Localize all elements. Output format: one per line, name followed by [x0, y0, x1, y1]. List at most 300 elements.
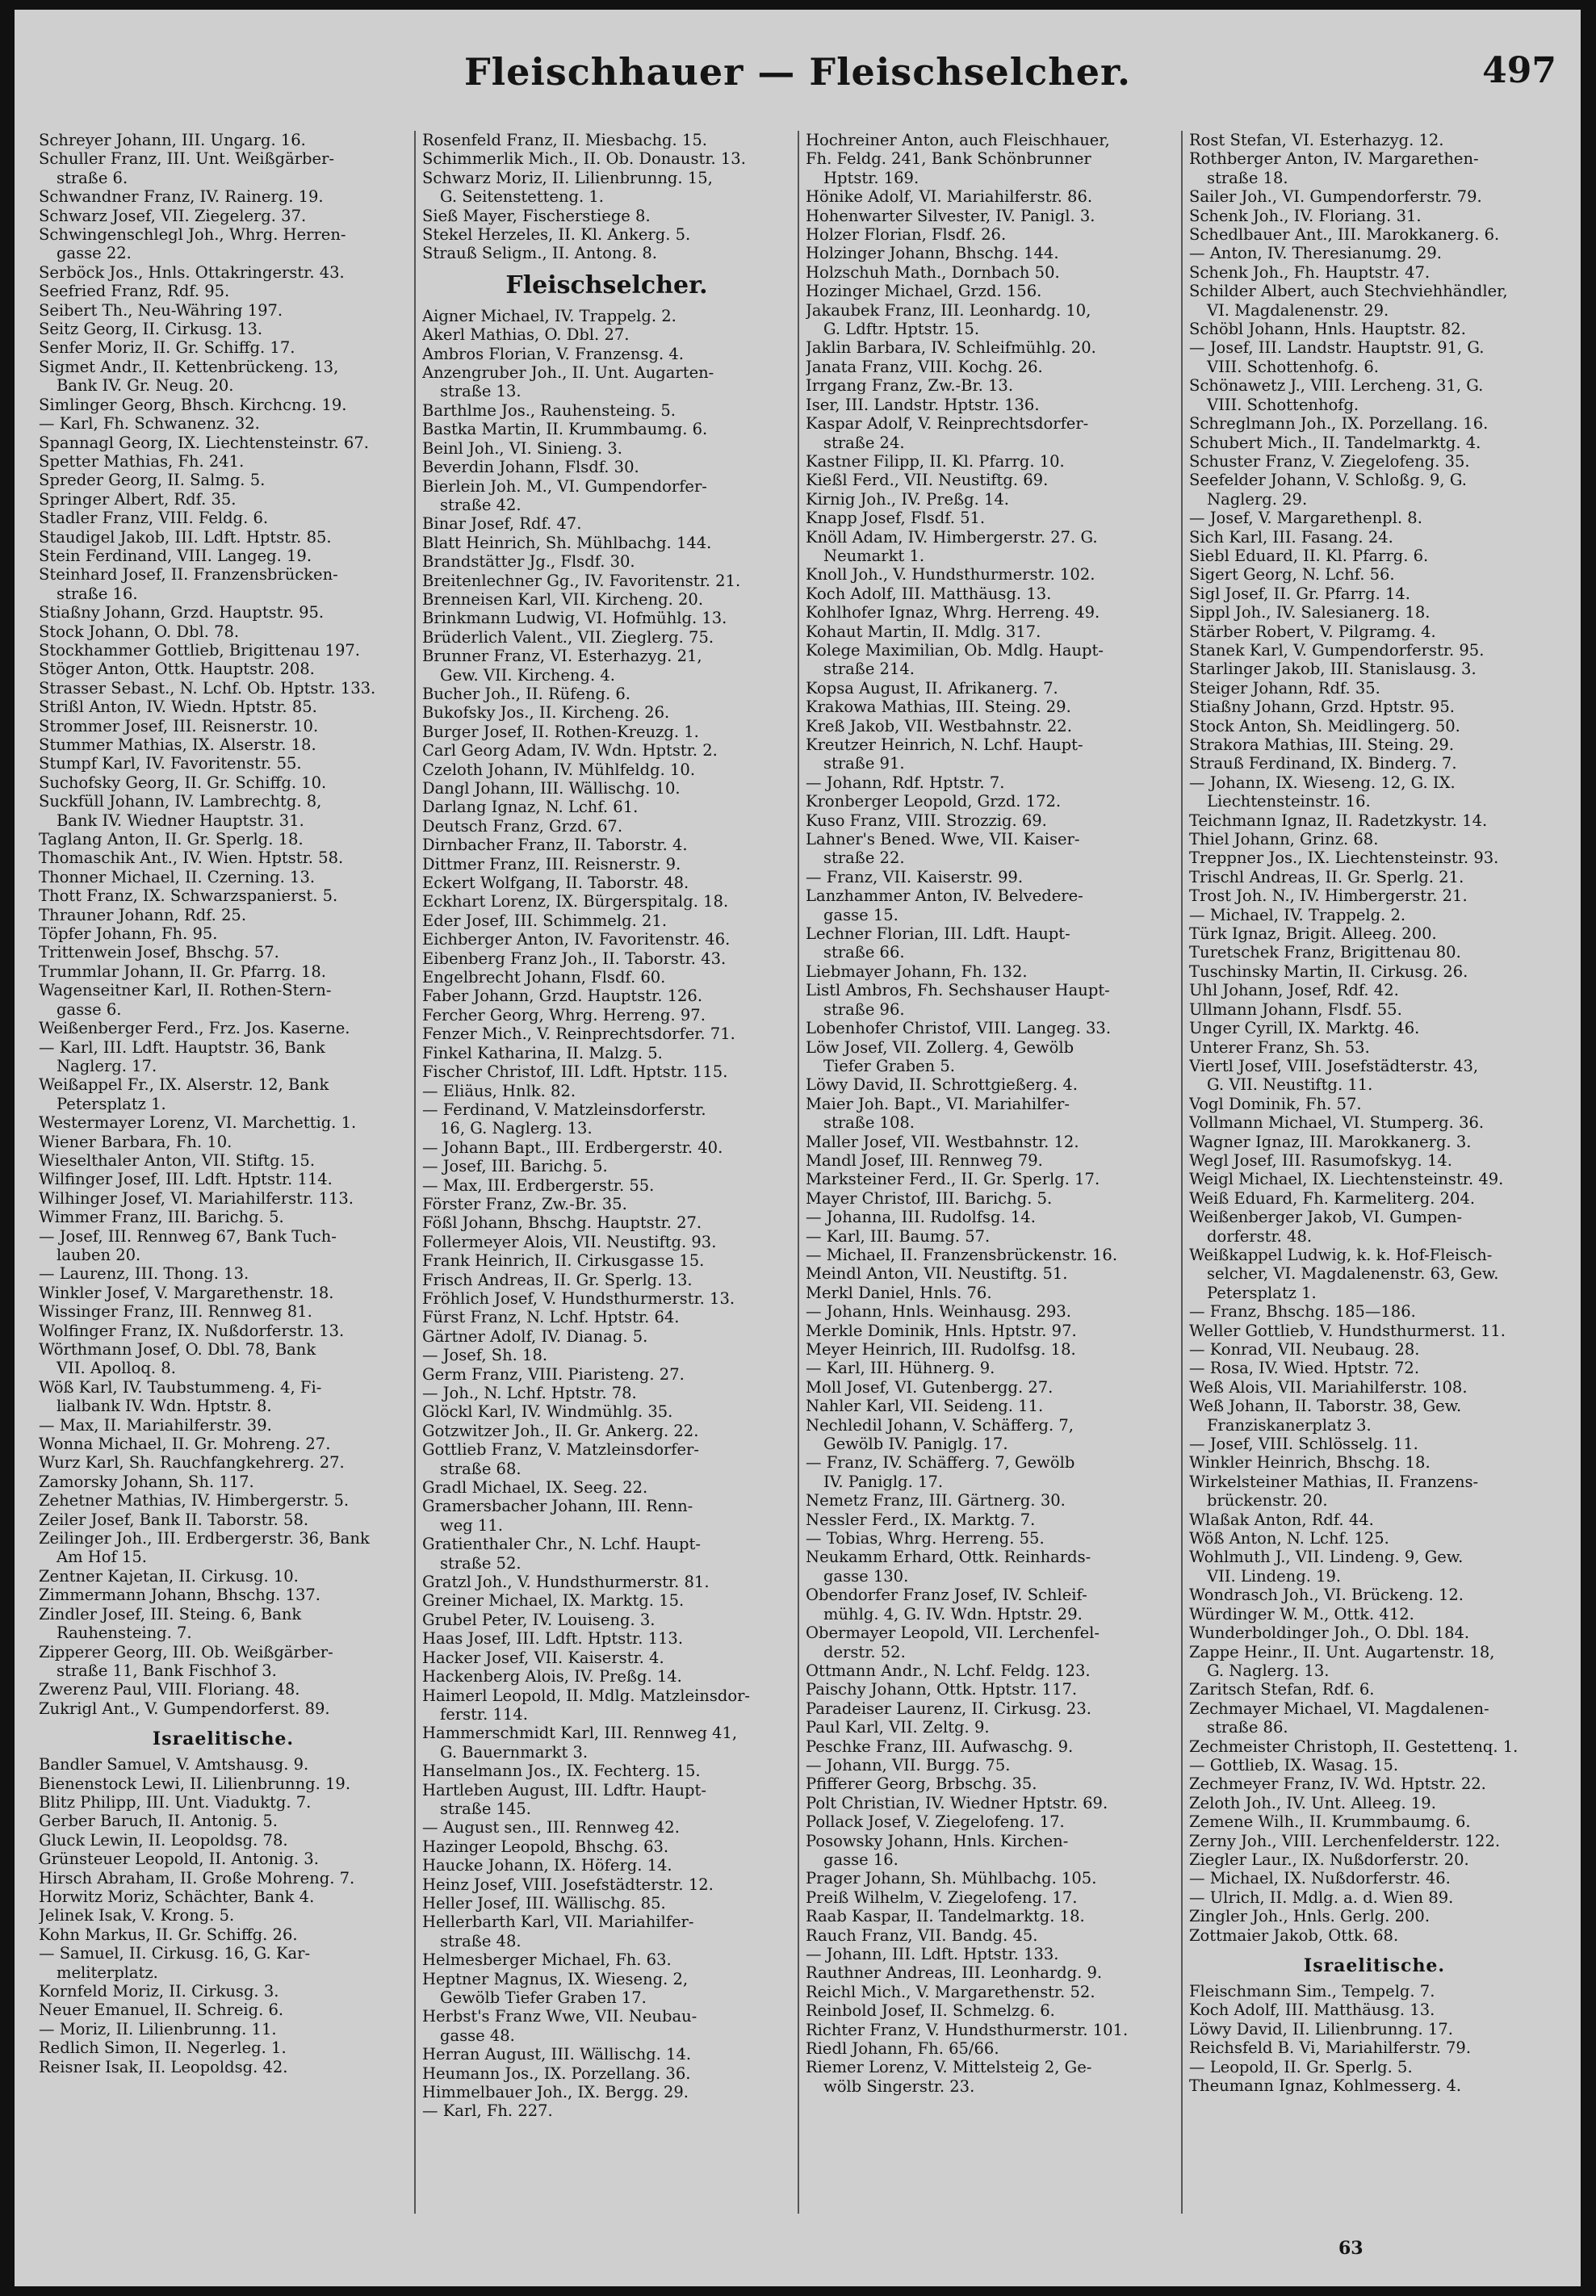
directory-entry: Zamorsky Johann, Sh. 117.	[39, 1472, 254, 1491]
directory-entry: Kastner Filipp, II. Kl. Pfarrg. 10.	[806, 451, 1065, 471]
directory-entry: Stock Anton, Sh. Meidlingerg. 50.	[1189, 716, 1460, 735]
directory-entry: Schimmerlik Mich., II. Ob. Donaustr. 13.	[422, 149, 746, 169]
directory-entry: Meindl Anton, VII. Neustiftg. 51.	[806, 1264, 1068, 1284]
directory-entry: Bucher Joh., II. Rüfeng. 6.	[422, 684, 630, 703]
directory-entry: Würdinger W. M., Ottk. 412.	[1189, 1604, 1414, 1624]
directory-entry: Gratienthaler Chr., N. Lchf. Haupt-	[422, 1535, 701, 1554]
entry-continuation: gasse 48.	[440, 2026, 515, 2045]
directory-entry: Strißl Anton, IV. Wiedn. Hptstr. 85.	[39, 698, 317, 717]
directory-entry: Redlich Simon, II. Negerleg. 1.	[39, 2038, 287, 2058]
directory-entry: Schilder Albert, auch Stechviehhändler,	[1189, 282, 1508, 301]
directory-entry: — Johann, Rdf. Hptstr. 7.	[806, 773, 1005, 792]
directory-entry: Rauthner Andreas, III. Leonhardg. 9.	[806, 1963, 1103, 1983]
directory-entry: Stanek Karl, V. Gumpendorferstr. 95.	[1189, 640, 1485, 660]
directory-entry: Bandler Samuel, V. Amtshausg. 9.	[39, 1755, 309, 1774]
directory-entry: Kohaut Martin, II. Mdlg. 317.	[806, 622, 1041, 641]
directory-entry: Kronberger Leopold, Grzd. 172.	[806, 792, 1062, 811]
entry-continuation: G. Bauernmarkt 3.	[440, 1742, 589, 1762]
directory-entry: Heptner Magnus, IX. Wieseng. 2,	[422, 1969, 689, 1988]
directory-entry: Trischl Andreas, II. Gr. Sperlg. 21.	[1189, 867, 1464, 886]
directory-entry: Teichmann Ignaz, II. Radetzkystr. 14.	[1189, 811, 1488, 830]
directory-entry: Haucke Johann, IX. Höferg. 14.	[422, 1856, 672, 1875]
directory-entry: Kornfeld Moriz, II. Cirkusg. 3.	[39, 1982, 279, 2001]
directory-entry: — Josef, III. Barichg. 5.	[422, 1157, 608, 1176]
directory-entry: Wieselthaler Anton, VII. Stiftg. 15.	[39, 1150, 316, 1170]
entry-continuation: Am Hof 15.	[57, 1548, 147, 1567]
directory-entry: Eckert Wolfgang, II. Taborstr. 48.	[422, 874, 689, 893]
directory-entry: Liebmayer Johann, Fh. 132.	[806, 962, 1028, 981]
directory-entry: Hacker Josef, VII. Kaiserstr. 4.	[422, 1648, 664, 1667]
entry-continuation: G. Seitenstetteng. 1.	[440, 187, 604, 207]
directory-entry: — August sen., III. Rennweg 42.	[422, 1818, 680, 1837]
signature-mark: 63	[1338, 2238, 1364, 2259]
directory-entry: Stiaßny Johann, Grzd. Hptstr. 95.	[1189, 698, 1455, 717]
directory-entry: Bienenstock Lewi, II. Lilienbrunng. 19.	[39, 1774, 351, 1793]
directory-entry: Dangl Johann, III. Wällischg. 10.	[422, 779, 681, 798]
entry-continuation: Petersplatz 1.	[57, 1094, 166, 1113]
directory-entry: Zottmaier Jakob, Ottk. 68.	[1189, 1925, 1399, 1945]
directory-entry: Strauß Seligm., II. Antong. 8.	[422, 244, 657, 263]
directory-entry: — Joh., N. Lchf. Hptstr. 78.	[422, 1384, 637, 1402]
directory-entry: Weißenberger Jakob, VI. Gumpen-	[1189, 1208, 1463, 1227]
directory-entry: Uhl Johann, Josef, Rdf. 42.	[1189, 981, 1399, 1000]
directory-entry: Stock Johann, O. Dbl. 78.	[39, 622, 240, 641]
directory-entry: Holzinger Johann, Bhschg. 144.	[806, 244, 1059, 263]
directory-entry: Schubert Mich., II. Tandelmarktg. 4.	[1189, 433, 1481, 452]
directory-entry: — Josef, III. Landstr. Hauptstr. 91, G.	[1189, 338, 1485, 358]
entry-continuation: straße 66.	[823, 943, 905, 962]
directory-entry: Strasser Sebast., N. Lchf. Ob. Hptstr. 133.	[39, 678, 376, 698]
entry-continuation: gasse 15.	[823, 905, 899, 924]
directory-entry: Strakora Mathias, III. Steing. 29.	[1189, 735, 1455, 754]
entry-continuation: VIII. Schottenhofg. 6.	[1207, 357, 1379, 376]
directory-entry: Sigmet Andr., II. Kettenbrückeng. 13,	[39, 357, 339, 376]
directory-entry: — Johann, Hnls. Weinhausg. 293.	[806, 1302, 1071, 1322]
directory-entry: Suchofsky Georg, II. Gr. Schiffg. 10.	[39, 773, 327, 792]
directory-entry: Stekel Herzeles, II. Kl. Ankerg. 5.	[422, 225, 691, 245]
directory-entry: — Ferdinand, V. Matzleinsdorferstr.	[422, 1100, 706, 1119]
directory-entry: Marksteiner Ferd., II. Gr. Sperlg. 17.	[806, 1170, 1100, 1189]
directory-entry: Weller Gottlieb, V. Hundsthurmerst. 11.	[1189, 1321, 1506, 1340]
directory-entry: — Karl, III. Baumg. 57.	[806, 1226, 991, 1246]
directory-entry: Spetter Mathias, Fh. 241.	[39, 451, 245, 471]
directory-entry: Heinz Josef, VIII. Josefstädterstr. 12.	[422, 1875, 714, 1894]
directory-entry: Herran August, III. Wällischg. 14.	[422, 2045, 692, 2064]
directory-entry: Zechmeister Christoph, II. Gestettenq. 1.	[1189, 1737, 1519, 1756]
entry-continuation: Gew. VII. Kircheng. 4.	[440, 665, 615, 685]
directory-entry: Wonna Michael, II. Gr. Mohreng. 27.	[39, 1435, 331, 1454]
directory-entry: Anzengruber Joh., II. Unt. Augarten-	[422, 363, 714, 383]
directory-entry: Weigl Michael, IX. Liechtensteinstr. 49.	[1189, 1170, 1504, 1189]
directory-entry: — Tobias, Whrg. Herreng. 55.	[806, 1529, 1045, 1548]
entry-continuation: Naglerg. 29.	[1207, 489, 1308, 509]
directory-entry: Zingler Joh., Hnls. Gerlg. 200.	[1189, 1907, 1431, 1926]
entry-continuation: mühlg. 4, G. IV. Wdn. Hptstr. 29.	[823, 1604, 1083, 1624]
directory-entry: Deutsch Franz, Grzd. 67.	[422, 816, 623, 836]
entry-continuation: lialbank IV. Wdn. Hptstr. 8.	[57, 1397, 272, 1416]
directory-entry: Knoll Joh., V. Hundsthurmerstr. 102.	[806, 565, 1095, 584]
directory-entry: Kopsa August, II. Afrikanerg. 7.	[806, 678, 1058, 698]
entry-continuation: straße 52.	[440, 1553, 522, 1573]
entry-continuation: straße 11, Bank Fischhof 3.	[57, 1661, 277, 1680]
directory-entry: Brenneisen Karl, VII. Kircheng. 20.	[422, 589, 704, 609]
directory-entry: Meyer Heinrich, III. Rudolfsg. 18.	[806, 1340, 1076, 1359]
directory-entry: Fleischmann Sim., Tempelg. 7.	[1189, 1982, 1435, 2001]
entry-continuation: straße 6.	[57, 168, 128, 187]
directory-entry: Sich Karl, III. Fasang. 24.	[1189, 527, 1393, 547]
entry-continuation: Rauhensteing. 7.	[57, 1624, 192, 1643]
directory-entry: Weißenberger Ferd., Frz. Jos. Kaserne.	[39, 1019, 350, 1038]
entry-continuation: straße 16.	[57, 584, 138, 603]
directory-entry: Nemetz Franz, III. Gärtnerg. 30.	[806, 1491, 1066, 1510]
entry-continuation: dorferstr. 48.	[1207, 1226, 1313, 1246]
directory-entry: Schwingenschlegl Joh., Whrg. Herren-	[39, 225, 346, 245]
directory-entry: Stockhammer Gottlieb, Brigittenau 197.	[39, 640, 360, 660]
directory-entry: Kießl Ferd., VII. Neustiftg. 69.	[806, 471, 1049, 490]
directory-entry: Listl Ambros, Fh. Sechshauser Haupt-	[806, 981, 1110, 1000]
directory-entry: — Leopold, II. Gr. Sperlg. 5.	[1189, 2057, 1413, 2076]
directory-entry: Stärber Robert, V. Pilgramg. 4.	[1189, 622, 1436, 641]
directory-entry: Reichsfeld B. Vi, Mariahilferstr. 79.	[1189, 2038, 1472, 2058]
directory-entry: — Franz, VII. Kaiserstr. 99.	[806, 867, 1024, 886]
column-1	[32, 131, 416, 2214]
directory-entry: Finkel Katharina, II. Malzg. 5.	[422, 1043, 663, 1062]
directory-entry: — Johann Bapt., III. Erdbergerstr. 40.	[422, 1138, 723, 1157]
directory-entry: Hönike Adolf, VI. Mariahilferstr. 86.	[806, 187, 1093, 207]
directory-entry: Wurz Karl, Sh. Rauchfangkehrerg. 27.	[39, 1453, 345, 1473]
directory-entry: Wilfinger Josef, III. Ldft. Hptstr. 114.	[39, 1170, 333, 1189]
directory-entry: Stöger Anton, Ottk. Hauptstr. 208.	[39, 660, 315, 679]
directory-entry: Rothberger Anton, IV. Margarethen-	[1189, 149, 1479, 169]
directory-entry: Ziegler Laur., IX. Nußdorferstr. 20.	[1189, 1850, 1469, 1869]
directory-entry: Bastka Martin, II. Krummbaumg. 6.	[422, 420, 708, 439]
directory-entry: — Anton, IV. Theresianumg. 29.	[1189, 244, 1442, 263]
directory-entry: — Josef, III. Rennweg 67, Bank Tuch-	[39, 1226, 337, 1246]
directory-entry: Merkle Dominik, Hnls. Hptstr. 97.	[806, 1321, 1077, 1340]
directory-entry: Breitenlechner Gg., IV. Favoritenstr. 21.	[422, 571, 741, 590]
entry-continuation: gasse 22.	[57, 244, 132, 263]
directory-entry: Carl Georg Adam, IV. Wdn. Hptstr. 2.	[422, 741, 718, 760]
directory-entry: Wagenseitner Karl, II. Rothen-Stern-	[39, 981, 332, 1000]
directory-entry: Blatt Heinrich, Sh. Mühlbachg. 144.	[422, 533, 712, 552]
directory-entry: Holzer Florian, Flsdf. 26.	[806, 225, 1007, 245]
directory-entry: Riemer Lorenz, V. Mittelsteig 2, Ge-	[806, 2058, 1092, 2077]
directory-entry: Weißappel Fr., IX. Alserstr. 12, Bank	[39, 1075, 329, 1095]
entry-continuation: straße 108.	[823, 1113, 915, 1133]
directory-entry: Polt Christian, IV. Wiedner Hptstr. 69.	[806, 1793, 1108, 1812]
entry-continuation: 16, G. Naglerg. 13.	[440, 1119, 593, 1138]
directory-entry: Rauch Franz, VII. Bandg. 45.	[806, 1925, 1038, 1945]
directory-entry: Förster Franz, Zw.-Br. 35.	[422, 1194, 627, 1213]
directory-entry: Stadler Franz, VIII. Feldg. 6.	[39, 509, 269, 528]
entry-continuation: IV. Paniglg. 17.	[823, 1472, 944, 1491]
directory-entry: Holzschuh Math., Dornbach 50.	[806, 262, 1060, 282]
entry-continuation: Liechtensteinstr. 16.	[1207, 792, 1371, 811]
directory-entry: — Josef, VIII. Schlösselg. 11.	[1189, 1435, 1418, 1454]
directory-entry: Trittenwein Josef, Bhschg. 57.	[39, 943, 279, 962]
directory-entry: Steiger Johann, Rdf. 35.	[1189, 678, 1380, 698]
directory-entry: Suckfüll Johann, IV. Lambrechtg. 8,	[39, 792, 322, 811]
directory-entry: Simlinger Georg, Bhsch. Kirchcng. 19.	[39, 395, 347, 414]
directory-entry: Nechledil Johann, V. Schäfferg. 7,	[806, 1415, 1074, 1435]
directory-entry: Thiel Johann, Grinz. 68.	[1189, 830, 1379, 849]
entry-continuation: selcher, VI. Magdalenenstr. 63, Gew.	[1207, 1264, 1499, 1284]
directory-entry: Reinbold Josef, II. Schmelzg. 6.	[806, 2001, 1055, 2021]
directory-entry: Hozinger Michael, Grzd. 156.	[806, 282, 1042, 301]
directory-entry: — Konrad, VII. Neubaug. 28.	[1189, 1340, 1420, 1359]
directory-entry: Zerny Joh., VIII. Lerchenfelderstr. 122.	[1189, 1831, 1501, 1850]
directory-entry: Peschke Franz, III. Aufwaschg. 9.	[806, 1737, 1074, 1756]
directory-entry: Zentner Kajetan, II. Cirkusg. 10.	[39, 1566, 299, 1586]
directory-entry: Nahler Karl, VII. Seideng. 11.	[806, 1397, 1044, 1416]
directory-entry: Wörthmann Josef, O. Dbl. 78, Bank	[39, 1340, 316, 1359]
directory-page	[15, 10, 1581, 2286]
entry-continuation: straße 145.	[440, 1799, 531, 1818]
entry-continuation: brückenstr. 20.	[1207, 1491, 1328, 1510]
directory-entry: Wöß Anton, N. Lchf. 125.	[1189, 1529, 1389, 1548]
directory-entry: Greiner Michael, IX. Marktg. 15.	[422, 1591, 685, 1611]
entry-continuation: VII. Apolloq. 8.	[57, 1359, 176, 1378]
entry-continuation: VI. Magdalenenstr. 29.	[1207, 300, 1389, 320]
directory-entry: — Johann, IX. Wieseng. 12, G. IX.	[1189, 773, 1456, 792]
subsection-heading: Israelitische.	[1303, 1955, 1446, 1976]
directory-entry: Fößl Johann, Bhschg. Hauptstr. 27.	[422, 1213, 702, 1233]
directory-entry: Wirkelsteiner Mathias, II. Franzens-	[1189, 1472, 1479, 1491]
directory-entry: — Josef, Sh. 18.	[422, 1346, 548, 1365]
directory-entry: Raab Kaspar, II. Tandelmarktg. 18.	[806, 1907, 1085, 1926]
directory-entry: Faber Johann, Grzd. Hauptstr. 126.	[422, 987, 703, 1006]
directory-entry: Zechmeyer Franz, IV. Wd. Hptstr. 22.	[1189, 1774, 1486, 1794]
directory-entry: Kaspar Adolf, V. Reinprechtsdorfer-	[806, 414, 1089, 434]
directory-entry: Weiß Eduard, Fh. Karmeliterg. 204.	[1189, 1188, 1476, 1208]
directory-entry: Seibert Th., Neu-Währing 197.	[39, 300, 283, 320]
directory-entry: Grünsteuer Leopold, II. Antonig. 3.	[39, 1850, 319, 1869]
directory-entry: Strommer Josef, III. Reisnerstr. 10.	[39, 716, 319, 735]
directory-entry: Reisner Isak, II. Leopoldsg. 42.	[39, 2057, 288, 2076]
directory-entry: Weß Alois, VII. Mariahilferstr. 108.	[1189, 1377, 1468, 1397]
directory-entry: Taglang Anton, II. Gr. Sperlg. 18.	[39, 830, 304, 849]
entry-continuation: G. Naglerg. 13.	[1207, 1661, 1330, 1680]
directory-entry: Maier Joh. Bapt., VI. Mariahilfer-	[806, 1094, 1070, 1113]
directory-entry: Theumann Ignaz, Kohlmesserg. 4.	[1189, 2076, 1462, 2096]
directory-entry: Stein Ferdinand, VIII. Langeg. 19.	[39, 546, 312, 565]
directory-entry: Wlaßak Anton, Rdf. 44.	[1189, 1510, 1374, 1529]
entry-continuation: straße 18.	[1207, 168, 1288, 187]
directory-entry: Sigert Georg, N. Lchf. 56.	[1189, 565, 1395, 584]
directory-entry: Türk Ignaz, Brigit. Alleeg. 200.	[1189, 924, 1437, 944]
directory-entry: Haas Josef, III. Ldft. Hptstr. 113.	[422, 1629, 684, 1649]
entry-continuation: Gewölb IV. Paniglg. 17.	[823, 1435, 1008, 1454]
directory-entry: Wöß Karl, IV. Taubstummeng. 4, Fi-	[39, 1377, 322, 1397]
directory-entry: Himmelbauer Joh., IX. Bergg. 29.	[422, 2083, 689, 2102]
entry-continuation: straße 22.	[823, 848, 905, 868]
directory-entry: Gratzl Joh., V. Hundsthurmerstr. 81.	[422, 1573, 710, 1592]
directory-entry: Schöbl Johann, Hnls. Hauptstr. 82.	[1189, 320, 1466, 339]
directory-entry: Zeiler Josef, Bank II. Taborstr. 58.	[39, 1510, 309, 1529]
directory-entry: Aigner Michael, IV. Trappelg. 2.	[422, 306, 677, 325]
directory-entry: — Michael, IV. Trappelg. 2.	[1189, 905, 1406, 924]
section-heading: Fleischselcher.	[505, 270, 708, 300]
directory-entry: Schenk Joh., IV. Floriang. 31.	[1189, 206, 1422, 225]
directory-entry: — Michael, IX. Nußdorferstr. 46.	[1189, 1869, 1451, 1888]
directory-entry: Nessler Ferd., IX. Marktg. 7.	[806, 1510, 1036, 1529]
entry-continuation: Tiefer Graben 5.	[823, 1056, 955, 1075]
directory-entry: Lobenhofer Christof, VIII. Langeg. 33.	[806, 1019, 1112, 1038]
directory-entry: Knapp Josef, Flsdf. 51.	[806, 509, 986, 528]
directory-entry: Siebl Eduard, II. Kl. Pfarrg. 6.	[1189, 546, 1429, 565]
directory-entry: — Franz, IV. Schäfferg. 7, Gewölb	[806, 1453, 1075, 1473]
directory-entry: — Max, III. Erdbergerstr. 55.	[422, 1175, 655, 1195]
directory-entry: Zeloth Joh., IV. Unt. Alleeg. 19.	[1189, 1793, 1436, 1812]
directory-entry: Brunner Franz, VI. Esterhazyg. 21,	[422, 647, 702, 666]
directory-entry: — Karl, III. Hühnerg. 9.	[806, 1359, 995, 1378]
directory-entry: Beverdin Johann, Flsdf. 30.	[422, 458, 639, 477]
directory-entry: Starlinger Jakob, III. Stanislausg. 3.	[1189, 660, 1477, 679]
directory-entry: Obendorfer Franz Josef, IV. Schleif-	[806, 1586, 1087, 1605]
directory-entry: Springer Albert, Rdf. 35.	[39, 489, 237, 509]
directory-entry: Brinkmann Ludwig, VI. Hofmühlg. 13.	[422, 609, 727, 628]
directory-entry: Wunderboldinger Joh., O. Dbl. 184.	[1189, 1624, 1470, 1643]
directory-entry: Fürst Franz, N. Lchf. Hptstr. 64.	[422, 1308, 680, 1327]
directory-entry: Strauß Ferdinand, IX. Binderg. 7.	[1189, 754, 1457, 773]
directory-entry: Eichberger Anton, IV. Favoritenstr. 46.	[422, 930, 731, 949]
entry-continuation: Franziskanerplatz 3.	[1207, 1415, 1372, 1435]
directory-entry: Wimmer Franz, III. Barichg. 5.	[39, 1208, 284, 1227]
directory-entry: Gerber Baruch, II. Antonig. 5.	[39, 1812, 278, 1831]
directory-entry: Koch Adolf, III. Matthäusg. 13.	[1189, 2001, 1435, 2020]
directory-entry: Merkl Daniel, Hnls. 76.	[806, 1283, 992, 1302]
subsection-heading: Israelitische.	[152, 1728, 295, 1750]
entry-continuation: straße 86.	[1207, 1718, 1288, 1737]
directory-entry: Thott Franz, IX. Schwarzspanierst. 5.	[39, 886, 338, 906]
directory-entry: Winkler Josef, V. Margarethenstr. 18.	[39, 1283, 334, 1302]
directory-entry: Beinl Joh., VI. Sinieng. 3.	[422, 438, 622, 458]
directory-entry: Lechner Florian, III. Ldft. Haupt-	[806, 924, 1070, 944]
directory-entry: Gärtner Adolf, IV. Dianag. 5.	[422, 1326, 648, 1346]
directory-entry: Spreder Georg, II. Salmg. 5.	[39, 471, 266, 490]
directory-entry: Schwarz Moriz, II. Lilienbrunng. 15,	[422, 168, 713, 187]
page-header	[15, 50, 1581, 107]
directory-entry: Helmesberger Michael, Fh. 63.	[422, 1950, 672, 1970]
directory-entry: Wiener Barbara, Fh. 10.	[39, 1132, 232, 1151]
directory-entry: Knöll Adam, IV. Himbergerstr. 27. G.	[806, 527, 1098, 547]
directory-entry: Hanselmann Jos., IX. Fechterg. 15.	[422, 1762, 701, 1781]
directory-entry: Hartleben August, III. Ldftr. Haupt-	[422, 1780, 706, 1800]
directory-entry: Wilhinger Josef, VI. Mariahilferstr. 113.	[39, 1188, 354, 1208]
directory-entry: Tuschinsky Martin, II. Cirkusg. 26.	[1189, 962, 1468, 981]
directory-entry: Grubel Peter, IV. Louiseng. 3.	[422, 1610, 656, 1629]
entry-continuation: derstr. 52.	[823, 1642, 906, 1661]
directory-entry: Mayer Christof, III. Barichg. 5.	[806, 1188, 1053, 1208]
directory-entry: Zehetner Mathias, IV. Himbergerstr. 5.	[39, 1491, 350, 1510]
directory-entry: Sippl Joh., IV. Salesianerg. 18.	[1189, 603, 1431, 622]
directory-entry: Stiaßny Johann, Grzd. Hauptstr. 95.	[39, 603, 325, 622]
directory-entry: Horwitz Moriz, Schächter, Bank 4.	[39, 1887, 315, 1906]
directory-entry: Fischer Christof, III. Ldft. Hptstr. 115.	[422, 1062, 728, 1082]
directory-entry: Töpfer Johann, Fh. 95.	[39, 924, 218, 944]
directory-entry: Maller Josef, VII. Westbahnstr. 12.	[806, 1132, 1079, 1151]
directory-entry: Kirnig Joh., IV. Preßg. 14.	[806, 489, 1009, 509]
directory-entry: Kreß Jakob, VII. Westbahnstr. 22.	[806, 716, 1072, 735]
directory-entry: Wolfinger Franz, IX. Nußdorferstr. 13.	[39, 1321, 345, 1340]
column-3	[799, 131, 1183, 2214]
entry-continuation: VIII. Schottenhofg.	[1207, 395, 1359, 414]
directory-entry: — Franz, Bhschg. 185—186.	[1189, 1302, 1416, 1322]
directory-entry: Haimerl Leopold, II. Mdlg. Matzleinsdor-	[422, 1686, 751, 1705]
directory-entry: — Eliäus, Hnlk. 82.	[422, 1081, 576, 1100]
column-2	[416, 131, 799, 2214]
directory-entry: — Karl, III. Ldft. Hauptstr. 36, Bank	[39, 1037, 325, 1057]
directory-entry: Neukamm Erhard, Ottk. Reinhards-	[806, 1548, 1091, 1567]
directory-entry: Zindler Josef, III. Steing. 6, Bank	[39, 1604, 302, 1624]
directory-entry: Mandl Josef, III. Rennweg 79.	[806, 1150, 1043, 1170]
directory-entry: Zipperer Georg, III. Ob. Weißgärber-	[39, 1642, 333, 1661]
directory-entry: Pfifferer Georg, Brbschg. 35.	[806, 1774, 1037, 1794]
directory-entry: Unger Cyrill, IX. Marktg. 46.	[1189, 1019, 1420, 1038]
directory-entry: Prager Johann, Sh. Mühlbachg. 105.	[806, 1869, 1097, 1888]
directory-entry: Hazinger Leopold, Bhschg. 63.	[422, 1837, 669, 1856]
directory-entry: Moll Josef, VI. Gutenbergg. 27.	[806, 1377, 1054, 1397]
directory-entry: Vollmann Michael, VI. Stumperg. 36.	[1189, 1113, 1485, 1133]
directory-entry: Zimmermann Johann, Bhschg. 137.	[39, 1586, 320, 1605]
directory-entry: Darlang Ignaz, N. Lchf. 61.	[422, 798, 639, 817]
directory-entry: Barthlme Jos., Rauhensteing. 5.	[422, 400, 676, 420]
directory-entry: Janata Franz, VIII. Kochg. 26.	[806, 357, 1043, 376]
directory-entry: Gradl Michael, IX. Seeg. 22.	[422, 1478, 648, 1498]
directory-entry: Wondrasch Joh., VI. Brückeng. 12.	[1189, 1586, 1464, 1605]
directory-entry: Schuster Franz, V. Ziegelofeng. 35.	[1189, 451, 1470, 471]
page-title: Fleischhauer — Fleischselcher.	[463, 50, 1132, 94]
directory-entry: Herbst's Franz Wwe, VII. Neubau-	[422, 2007, 697, 2026]
directory-entry: Schuller Franz, III. Unt. Weißgärber-	[39, 149, 334, 169]
entry-continuation: Gewölb Tiefer Graben 17.	[440, 1988, 647, 2007]
directory-entry: Schreglmann Joh., IX. Porzellang. 16.	[1189, 414, 1489, 434]
directory-entry: Löw Josef, VII. Zollerg. 4, Gewölb	[806, 1037, 1074, 1057]
directory-entry: Fröhlich Josef, V. Hundsthurmerstr. 13.	[422, 1288, 735, 1308]
directory-entry: Zemene Wilh., II. Krummbaumg. 6.	[1189, 1812, 1471, 1832]
directory-entry: — Gottlieb, IX. Wasag. 15.	[1189, 1755, 1399, 1774]
entry-continuation: Bank IV. Wiedner Hauptstr. 31.	[57, 811, 304, 830]
directory-entry: Kuso Franz, VIII. Strozzig. 69.	[806, 811, 1047, 830]
directory-entry: Treppner Jos., IX. Liechtensteinstr. 93.	[1189, 848, 1499, 868]
directory-entry: Hohenwarter Silvester, IV. Panigl. 3.	[806, 206, 1095, 225]
directory-entry: Westermayer Lorenz, VI. Marchettig. 1.	[39, 1113, 357, 1133]
directory-entry: — Johanna, III. Rudolfsg. 14.	[806, 1208, 1036, 1227]
directory-entry: Trost Joh. N., IV. Himbergerstr. 21.	[1189, 886, 1468, 906]
directory-entry: Unterer Franz, Sh. 53.	[1189, 1037, 1370, 1057]
directory-entry: Kohn Markus, II. Gr. Schiffg. 26.	[39, 1925, 298, 1944]
directory-entry: Ottmann Andr., N. Lchf. Feldg. 123.	[806, 1661, 1091, 1680]
directory-entry: Staudigel Jakob, III. Ldft. Hptstr. 85.	[39, 527, 332, 547]
directory-entry: Gramersbacher Johann, III. Renn-	[422, 1497, 693, 1516]
directory-entry: Schedlbauer Ant., III. Marokkanerg. 6.	[1189, 225, 1500, 245]
directory-entry: Serböck Jos., Hnls. Ottakringerstr. 43.	[39, 262, 345, 282]
directory-entry: Löwy David, II. Schrottgießerg. 4.	[806, 1075, 1078, 1095]
entry-continuation: Hptstr. 169.	[823, 168, 919, 187]
entry-continuation: meliterplatz.	[57, 1963, 158, 1982]
entry-continuation: gasse 16.	[823, 1850, 899, 1869]
directory-entry: Eder Josef, III. Schimmelg. 21.	[422, 911, 668, 930]
entry-continuation: straße 214.	[823, 660, 915, 679]
directory-entry: Weißkappel Ludwig, k. k. Hof-Fleisch-	[1189, 1245, 1493, 1264]
directory-entry: Fercher Georg, Whrg. Herreng. 97.	[422, 1005, 706, 1024]
directory-entry: Thomaschik Ant., IV. Wien. Hptstr. 58.	[39, 848, 344, 868]
entry-continuation: Neumarkt 1.	[823, 546, 925, 565]
directory-entry: Akerl Mathias, O. Dbl. 27.	[422, 325, 630, 345]
directory-entry: Wohlmuth J., VII. Lindeng. 9, Gew.	[1189, 1548, 1464, 1567]
entry-continuation: Petersplatz 1.	[1207, 1283, 1317, 1302]
entry-continuation: lauben 20.	[57, 1245, 141, 1264]
